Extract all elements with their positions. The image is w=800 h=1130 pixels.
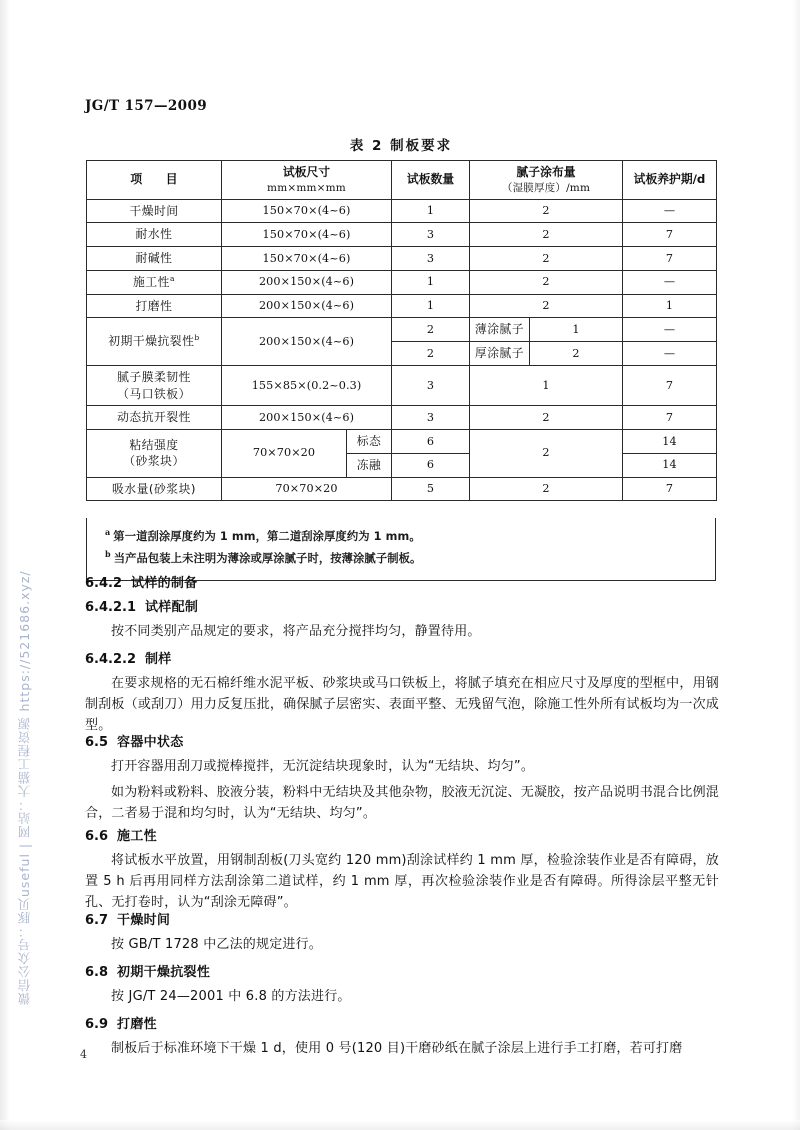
- cell-curing: —: [623, 342, 717, 366]
- scan-edge-right: [792, 0, 800, 1130]
- header-size: [222, 161, 392, 200]
- cell-coating: 2: [470, 477, 623, 501]
- cell-size: 200×150×(4~6): [222, 406, 392, 430]
- watermark-text: 微信公众号：豚贝useful | 网站：大猫工程资源 https://521686.xyz/: [17, 570, 32, 1005]
- header-size-unit: mm×mm×mm: [267, 181, 346, 194]
- section-heading-6-4-2-2: [85, 648, 719, 667]
- cell-count: 1: [392, 270, 470, 294]
- cell-coating-type: 薄涂腻子: [470, 318, 530, 342]
- paragraph-6-7: 按 GB/T 1728 中乙法的规定进行。: [111, 937, 322, 952]
- section-number: 6.4.2: [85, 576, 123, 591]
- cell-coating: 1: [470, 365, 623, 406]
- header-coating-unit: （湿膜厚度）/mm: [501, 181, 591, 194]
- section-6-9: [85, 1013, 719, 1064]
- cell-size: 155×85×(0.2~0.3): [222, 365, 392, 406]
- cell-size: 70×70×20: [222, 430, 347, 478]
- section-6-4-2: [85, 572, 719, 597]
- paragraph-6-5-a: 打开容器用刮刀或搅棒搅拌，无沉淀结块现象时，认为“无结块、均匀”。: [111, 759, 535, 774]
- paragraph-6-4-2-2: 在要求规格的无石棉纤维水泥平板、砂浆块或马口铁板上，将腻子填充在相应尺寸及厚度的型框中，用钢制刮板（或刮刀）用力反复压批，确保腻子层密实、表面平整、无残留气泡，除施工性外所有试板均为一次成型。: [85, 676, 719, 734]
- footnote-a-marker: a: [105, 527, 111, 537]
- cell-size: 150×70×(4~6): [222, 223, 392, 247]
- section-number: 6.4.2.1: [85, 600, 136, 615]
- section-heading-6-4-2: [85, 572, 719, 591]
- header-count: 试板数量: [392, 161, 470, 200]
- cell-item-line2: （砂浆块）: [123, 454, 185, 469]
- table-row-bond-standard: [87, 430, 717, 454]
- cell-count: 3: [392, 406, 470, 430]
- cell-coating: 2: [470, 294, 623, 318]
- cell-count: 3: [392, 365, 470, 406]
- footnote-marker: b: [194, 333, 200, 343]
- section-title: 打磨性: [117, 1017, 157, 1032]
- table-title: 表 2 制板要求: [349, 138, 453, 154]
- cell-count: 1: [392, 199, 470, 223]
- cell-size: 150×70×(4~6): [222, 199, 392, 223]
- cell-curing: —: [623, 199, 717, 223]
- table-row-dynamic-crack: [87, 406, 717, 430]
- cell-coating: 2: [470, 406, 623, 430]
- cell-coating: 2: [470, 247, 623, 271]
- cell-curing: —: [623, 318, 717, 342]
- section-title: 施工性: [117, 829, 157, 844]
- cell-item-line1: 腻子膜柔韧性: [117, 369, 191, 384]
- paragraph-6-5-b: 如为粉料或粉料、胶液分装，粉料中无结块及其他杂物，胶液无沉淀、无凝胶，按产品说明书混合比例混合，二者易于混和均匀时，认为“无结块、均匀”。: [85, 785, 719, 822]
- cell-curing: 7: [623, 247, 717, 271]
- cell-curing: —: [623, 270, 717, 294]
- cell-curing: 14: [623, 453, 717, 477]
- table-row: [87, 223, 717, 247]
- section-number: 6.9: [85, 1017, 109, 1032]
- section-number: 6.4.2.2: [85, 652, 136, 667]
- section-title: 容器中状态: [117, 735, 184, 750]
- section-6-4-2-2: [85, 648, 719, 741]
- table-row-crack-thin: [87, 318, 717, 342]
- header-item: 项 目: [87, 161, 222, 200]
- cell-count: 2: [392, 342, 470, 366]
- header-coating-main: 腻子涂布量: [516, 165, 576, 179]
- cell-count: 1: [392, 294, 470, 318]
- header-size-main: 试板尺寸: [282, 165, 331, 179]
- cell-condition: 冻融: [347, 453, 392, 477]
- section-heading-6-6: [85, 825, 719, 844]
- cell-item-line2: （马口铁板）: [117, 386, 191, 401]
- cell-item: 干燥时间: [87, 199, 222, 223]
- header-curing: 试板养护期/d: [623, 161, 717, 200]
- cell-coating: 2: [470, 430, 623, 478]
- table-row-water-absorption: [87, 477, 717, 501]
- cell-curing: 7: [623, 406, 717, 430]
- footnote-a: [105, 527, 705, 543]
- section-number: 6.6: [85, 829, 109, 844]
- cell-coating: 2: [530, 342, 623, 366]
- section-6-8: [85, 961, 719, 1012]
- cell-size: 150×70×(4~6): [222, 247, 392, 271]
- table-row: [87, 199, 717, 223]
- section-heading-6-9: [85, 1013, 719, 1032]
- table-row: [87, 294, 717, 318]
- cell-size: 70×70×20: [222, 477, 392, 501]
- page-number: 4: [80, 1048, 87, 1061]
- footnote-b: [105, 549, 705, 565]
- cell-item-line1: 粘结强度: [129, 437, 179, 452]
- cell-coating-type: 厚涂腻子: [470, 342, 530, 366]
- section-number: 6.8: [85, 965, 109, 980]
- cell-item: 吸水量(砂浆块): [87, 477, 222, 501]
- cell-item: [87, 365, 222, 406]
- cell-coating: 1: [530, 318, 623, 342]
- cell-item: 耐碱性: [87, 247, 222, 271]
- section-title: 干燥时间: [117, 913, 171, 928]
- cell-count: 3: [392, 247, 470, 271]
- table-row-flexibility: [87, 365, 717, 406]
- paragraph-6-4-2-1: 按不同类别产品规定的要求，将产品充分搅拌均匀，静置待用。: [111, 624, 481, 639]
- cell-coating: 2: [470, 270, 623, 294]
- cell-coating: 2: [470, 223, 623, 247]
- cell-item: 初期干燥抗裂性$^b$: [87, 318, 222, 366]
- cell-item: 耐水性: [87, 223, 222, 247]
- section-6-4-2-1: [85, 596, 719, 647]
- cell-item: 施工性$^a$: [87, 270, 222, 294]
- section-6-6: [85, 825, 719, 918]
- footnote-marker: a: [169, 273, 175, 283]
- table-header-row: [87, 161, 717, 200]
- cell-count: 6: [392, 430, 470, 454]
- cell-curing: 7: [623, 223, 717, 247]
- cell-item: 打磨性: [87, 294, 222, 318]
- cell-curing: 14: [623, 430, 717, 454]
- cell-condition: 标态: [347, 430, 392, 454]
- header-coating: [470, 161, 623, 200]
- paragraph-6-6: 将试板水平放置，用钢制刮板(刀头宽约 120 mm)刮涂试样约 1 mm 厚，检验涂装作业是否有障碍，放置 5 h 后再用同样方法刮涂第二道试样，约 1 mm 厚，再次检验涂装作业是否有障碍。所得涂层平整无针孔、无打卷时，认为“刮涂无障碍”。: [85, 853, 719, 911]
- table-row: [87, 270, 717, 294]
- section-number: 6.5: [85, 735, 109, 750]
- paragraph-6-8: 按 JG/T 24—2001 中 6.8 的方法进行。: [111, 989, 351, 1004]
- cell-item: [87, 430, 222, 478]
- section-title: 试样配制: [145, 600, 199, 615]
- footnote-a-text: 第一道刮涂厚度约为 1 mm，第二道刮涂厚度约为 1 mm。: [113, 529, 421, 543]
- scan-edge-left: [0, 0, 10, 1130]
- cell-count: 5: [392, 477, 470, 501]
- section-heading-6-7: [85, 909, 719, 928]
- section-heading-6-5: [85, 731, 719, 750]
- scan-edge-bottom: [0, 1120, 800, 1130]
- cell-size: 200×150×(4~6): [222, 318, 392, 366]
- cell-count: 3: [392, 223, 470, 247]
- section-6-5: [85, 731, 719, 829]
- cell-size: 200×150×(4~6): [222, 270, 392, 294]
- cell-curing: 7: [623, 365, 717, 406]
- paragraph-6-9: 制板后于标准环境下干燥 1 d，使用 0 号(120 目)干磨砂纸在腻子涂层上进行手工打磨，若可打磨: [111, 1041, 683, 1056]
- cell-count: 6: [392, 453, 470, 477]
- section-6-7: [85, 909, 719, 960]
- section-title: 制样: [145, 652, 172, 667]
- cell-count: 2: [392, 318, 470, 342]
- section-title: 初期干燥抗裂性: [117, 965, 211, 980]
- cell-coating: 2: [470, 199, 623, 223]
- section-heading-6-4-2-1: [85, 596, 719, 615]
- spec-table: [86, 160, 717, 501]
- cell-size: 200×150×(4~6): [222, 294, 392, 318]
- footnote-b-text: 当产品包装上未注明为薄涂或厚涂腻子时，按薄涂腻子制板。: [113, 551, 422, 565]
- table-row: [87, 247, 717, 271]
- cell-curing: 1: [623, 294, 717, 318]
- section-number: 6.7: [85, 913, 109, 928]
- section-title: 试样的制备: [131, 576, 198, 591]
- cell-curing: 7: [623, 477, 717, 501]
- standard-code-header: JG/T 157—2009: [85, 98, 208, 114]
- section-heading-6-8: [85, 961, 719, 980]
- footnote-b-marker: b: [105, 549, 111, 560]
- cell-item: 动态抗开裂性: [87, 406, 222, 430]
